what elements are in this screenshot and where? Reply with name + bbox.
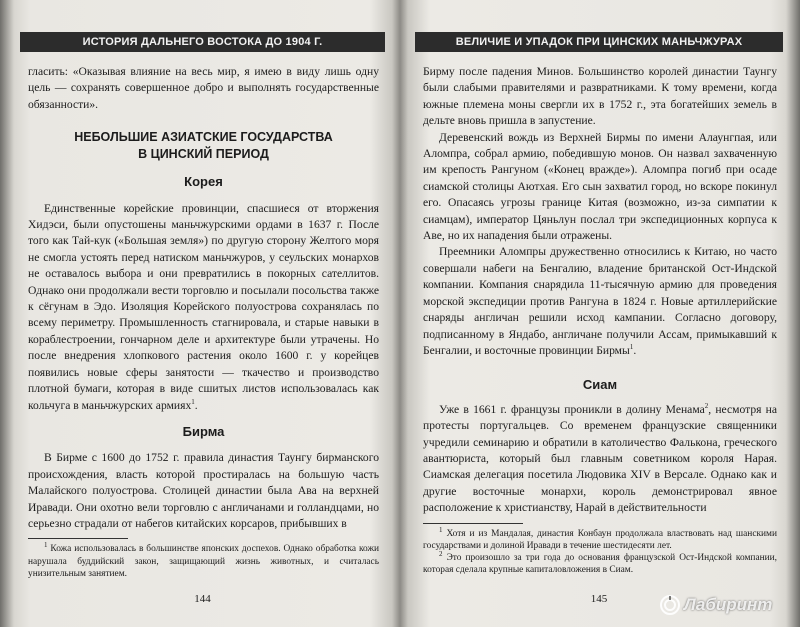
siam-heading-block (423, 377, 777, 393)
right-page-body (423, 64, 777, 576)
footnote (28, 543, 379, 580)
footnote-mark: 1 (44, 541, 48, 550)
successors-text: Преемники Аломпры дружественно относились к Китаю, но часто совершали набеги на Бенгалию, владение британской Ост-Индской компании. Компания снарядила 11-тысячную армию для проведения морской экспедиции против Рангуна в 1824 г. Новые артиллерийские снаряды англичан решили исход кампании. Согласно договору, подписанному в Яндабо, англичане получили Ассам, примыкавший к Бенгалии, и восточные провинции Бирмы (423, 245, 777, 357)
watermark-text: Лабиринт (684, 595, 773, 614)
left-running-header: ИСТОРИЯ ДАЛЬНЕГО ВОСТОКА ДО 1904 Г. (20, 32, 385, 52)
alompra-paragraph: Деревенский вождь из Верхней Бирмы по имени Алаунгпая, или Аломпра, собрал армию, победившую монов. Он назвал захваченную им крепость Рангуном («Конец вражде»). Аломпра погиб при осаде сиамской столицы Аютхая. Его сын захватил город, но вскоре покинул его. Опасаясь угрозы границе Китая (возможно, из-за симпатии к сиамцам), император Цяньлун послал три экспедиционных корпуса к Аве, но их нападения были отражены. (423, 130, 777, 243)
siam-text-end: , несмотря на протесты португальцев. Со временем французские священники учредили семинарию и обратили в католичество Фалькона, греческого авантюриста, который был главным советником короля Нарая. Сиамская делегация посетила Людовика XIV в Версале. Однако как и другие восточные монархи, король демонстрировал явное расположение к христианству, Нарай в действительности (423, 402, 778, 515)
korea-paragraph: Единственные корейские провинции, спасшиеся от вторжения Хидэси, были опустошены маньчжурскими ордами в 1637 г. После того как Тай-кук («Большая земля») по другую сторону Желтого моря не смогла устоять перед натиском маньчжуров, у сеульских монархов не оставалось выбора и они превратились в покорных сателлитов. Однако они продолжали вести торговлю и посылали посольства также к сёгунам в Эдо. Изоляция Корейского полуострова сохранялась по всему периметру. Промышленность стагнировала, и старые навыки в кораблестроении, гончарном деле и архитектуре были утрачены. Но после внедрения хлопкового растения около 1600 г. у корейцев появились новые сферы занятости — ткачество и производство плотной бумаги, которая в виде сшитых листов использовалась как кольчуга в маньчжурских армиях$^1$. (28, 201, 379, 412)
intro-paragraph: гласить: «Оказывая влияние на весь мир, я имею в виду лишь одну цель — сохранять совершенное добро и выполнять государственные обязанности». (28, 65, 379, 111)
footnote-text: Это произошло за три года до основания французской Ост-Индской компании, которая сделала крупные капиталовложения в Сиам. (423, 552, 778, 576)
burma-heading: Бирма (182, 423, 225, 439)
left-footnotes (28, 543, 379, 580)
burma-continued-paragraph: Бирму после падения Минов. Большинство королей династии Таунгу были слабыми правителями и развратниками. К тому времени, когда южные племена моны свергли их в 1752 г., эта богатейших земель в дельте вновь пришла в запустение. (423, 65, 777, 128)
footnote-mark: 1 (439, 525, 443, 534)
korea-text: Единственные корейские провинции, спасшиеся от вторжения Хидэси, были опустошены маньчжурскими ордами в 1637 г. После того как Тай-кук («Большая земля») по другую сторону Желтого моря не смогла устоять перед натиском маньчжуров, у сеульских монархов не оставалось выбора и они превратились в покорных сателлитов. Однако они продолжали вести торговлю и посылали посольства также к сёгунам в Эдо. Изоляция Корейского полуострова сохранялась по всему периметру. Промышленность стагнировала, и старые навыки в кораблестроении, гончарном деле и архитектуре были утрачены. Но после внедрения хлопкового растения около 1600 г. у корейцев появились новые сферы занятости — ткачество и производство плотной бумаги, которая в виде сшитых листов использовалась как кольчуга в маньчжурских армиях (28, 201, 379, 412)
left-page-body (28, 64, 379, 580)
left-page-number: 144 (194, 593, 211, 605)
watermark (660, 590, 800, 620)
right-running-header: ВЕЛИЧИЕ И УПАДОК ПРИ ЦИНСКИХ МАНЬЧЖУРАХ (415, 32, 783, 52)
footnote (423, 549, 778, 576)
section-heading-line1: НЕБОЛЬШИЕ АЗИАТСКИЕ ГОСУДАРСТВА (74, 130, 333, 145)
right-page-number: 145 (590, 593, 608, 605)
siam-heading: Сиам (582, 377, 618, 393)
section-heading-line2: В ЦИНСКИЙ ПЕРИОД (138, 146, 269, 161)
footnote-text: Кожа использовалась в большинстве японских доспехов. Однако обработка кожи нарушала буддийский закон, защищающий жизнь животных, и считалась унизительным занятием. (28, 544, 379, 579)
successors-paragraph: Преемники Аломпры дружественно относились к Китаю, но часто совершали набеги на Бенгалию, владение британской Ост-Индской компании. Компания снарядила 11-тысячную армию для проведения морской экспедиции против Рангуна в 1824 г. Новые артиллерийские снаряды англичан решили исход кампании. Согласно договору, подписанному в Яндабо, англичане получили Ассам, примыкавший к Бенгалии, и восточные провинции Бирмы$^1$. (423, 245, 777, 357)
section-heading (28, 129, 379, 162)
korea-heading: Корея (184, 174, 223, 190)
labirint-logo-icon (660, 595, 680, 615)
burma-paragraph: В Бирме с 1600 до 1752 г. правила династия Таунгу бирманского происхождения, власть которой простиралась на большую часть Малайского полуострова. Столицей династии была Ава на верхней Иравади. Они охотно вели торговлю с англичанами и голландцами, но серьезно страдали от набегов китайских корсаров, прибывших в (28, 451, 379, 530)
footnote-ref: 1 (191, 397, 195, 406)
siam-text-start: Уже в 1661 г. французы проникли в долину Менама (439, 402, 705, 416)
footnote (423, 525, 777, 552)
footnote-text: Хотя и из Мандалая, династия Конбаун продолжала властвовать над шанскими государствами и долиной Иравади в течение шестидесяти лет. (423, 528, 777, 551)
left-page (20, 0, 385, 627)
footnote-divider (28, 538, 128, 539)
footnote-ref: 1 (629, 343, 634, 352)
right-footnotes (423, 525, 778, 577)
footnote-ref: 2 (704, 401, 709, 410)
siam-paragraph (423, 402, 777, 517)
footnote-mark: 2 (439, 549, 443, 558)
footnote-divider (423, 523, 523, 524)
right-page (415, 0, 783, 627)
